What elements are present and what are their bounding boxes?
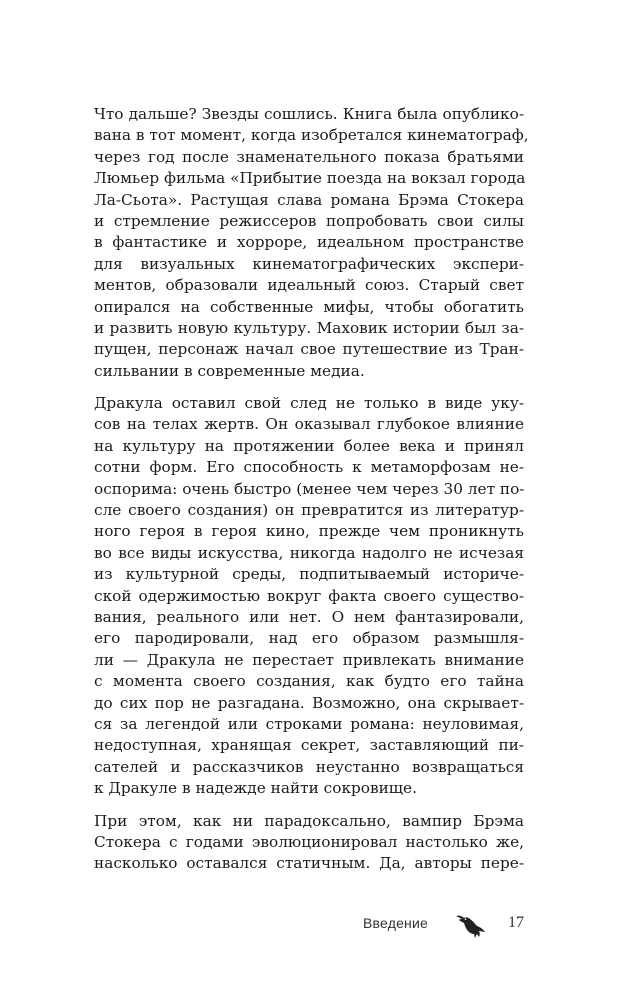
text-line: к Дракуле в надежде найти сокровище. xyxy=(94,779,417,798)
text-line: оспорима: очень быстро (менее чем через 30 лет по- xyxy=(94,479,525,498)
paragraph-gap xyxy=(94,800,524,811)
text-line: и стремление режиссеров попробовать свои силы xyxy=(94,211,524,230)
text-line: Ла-Сьота». Растущая слава романа Брэма Стокера xyxy=(94,190,524,209)
text-line: опирался на собственные мифы, чтобы обогатить xyxy=(94,297,524,316)
paragraph xyxy=(94,104,529,382)
text-line: его пародировали, над его образом размышля- xyxy=(94,629,524,648)
text-line: сов на телах жертв. Он оказывал глубокое влияние xyxy=(94,415,524,434)
running-title: Введение xyxy=(363,915,428,931)
text-line: ли — Дракула не перестает привлекать внимание xyxy=(94,650,524,669)
text-line: для визуальных кинематографических экспери- xyxy=(94,254,524,273)
text-line: сателей и рассказчиков неустанно возвращаться xyxy=(94,757,524,776)
paragraph-gap xyxy=(94,382,524,393)
paragraph xyxy=(94,393,524,799)
text-line: вана в тот момент, когда изобретался кинематограф, xyxy=(94,126,529,145)
text-line: вания, реального или нет. О нем фантазировали, xyxy=(94,607,524,626)
text-line: и развить новую культуру. Маховик истории был за- xyxy=(94,318,524,337)
text-line: ментов, образовали идеальный союз. Старый свет xyxy=(94,276,524,295)
text-line: При этом, как ни парадоксально, вампир Брэма xyxy=(94,811,524,830)
text-line: из культурной среды, подпитываемый историче- xyxy=(94,565,524,584)
page-number: 17 xyxy=(508,914,524,931)
paragraph xyxy=(94,811,524,875)
text-line: во все виды искусства, никогда надолго не исчезая xyxy=(94,543,524,562)
text-line: сотни форм. Его способность к метаморфозам не- xyxy=(94,458,524,477)
text-line: пущен, персонаж начал свое путешествие из Тран- xyxy=(94,340,524,359)
text-line: ся за легендой или строками романа: неуловимая, xyxy=(94,714,524,733)
text-line: Дракула оставил свой след не только в виде уку- xyxy=(94,394,524,413)
body-text xyxy=(94,104,529,875)
text-line: через год после знаменательного показа братьями xyxy=(94,147,524,166)
text-line: в фантастике и хорроре, идеальном пространстве xyxy=(94,233,524,252)
page-footer xyxy=(300,912,526,938)
text-line: ской одержимостью вокруг факта своего существо- xyxy=(94,586,524,605)
text-line: ного героя в героя кино, прежде чем проникнуть xyxy=(94,522,524,541)
text-line: до сих пор не разгадана. Возможно, она скрывает- xyxy=(94,693,524,712)
text-line: с момента своего создания, как будто его тайна xyxy=(94,672,524,691)
text-line: Стокера с годами эволюционировал настолько же, xyxy=(94,832,524,851)
text-line: Что дальше? Звезды сошлись. Книга была опублико- xyxy=(94,105,524,123)
text-line: сле своего создания) он превратится из литератур- xyxy=(94,501,524,520)
text-line: насколько оставался статичным. Да, авторы пере- xyxy=(94,854,524,873)
text-line: сильвании в современные медиа. xyxy=(94,361,365,380)
raven-icon xyxy=(454,912,488,940)
text-line: Люмьер фильма «Прибытие поезда на вокзал города xyxy=(94,169,526,188)
text-line: недоступная, хранящая секрет, заставляющий пи- xyxy=(94,736,524,755)
text-line: на культуру на протяжении более века и принял xyxy=(94,436,524,455)
